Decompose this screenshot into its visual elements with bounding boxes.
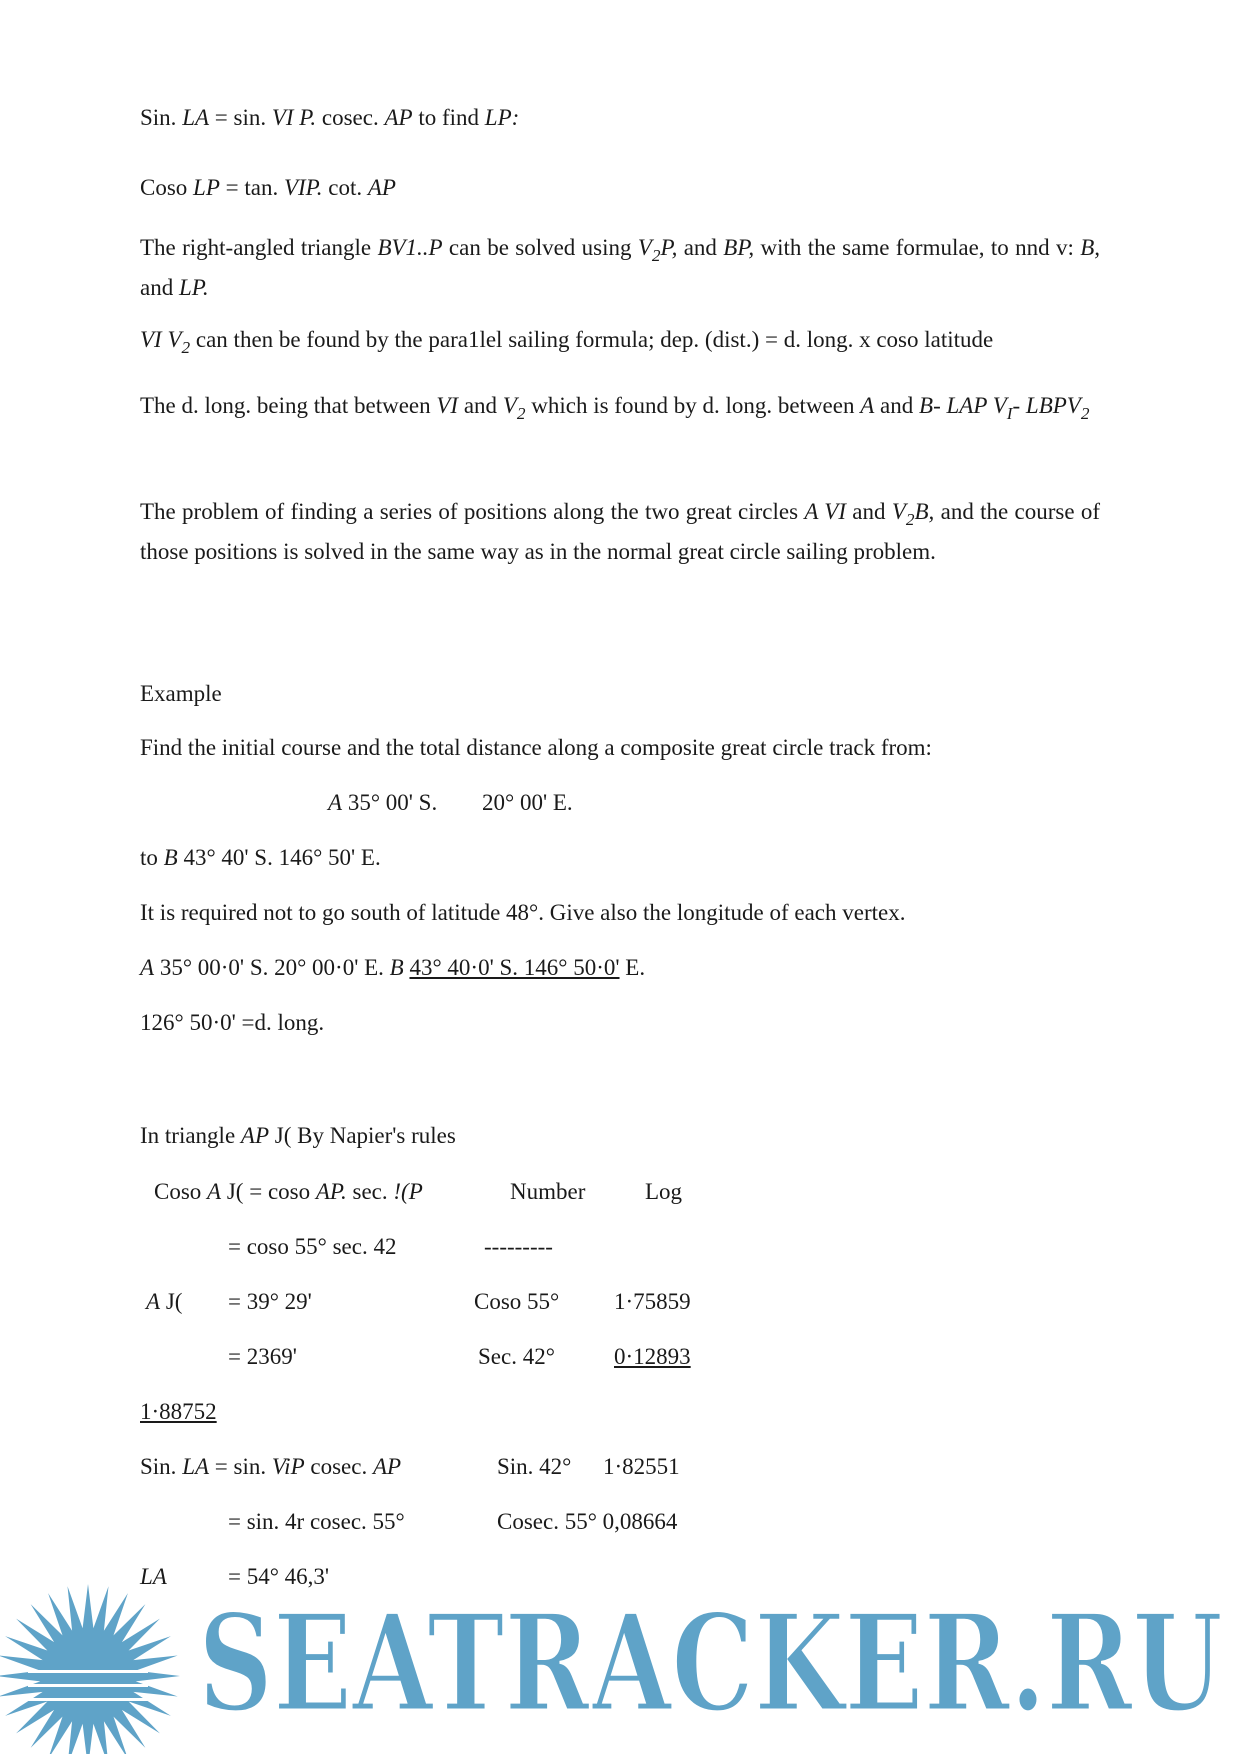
paragraph-parallel-sailing: VI $V_2$ can then be found by the para1lel sailing formula; dep. (dist.) = d. long. x coso latitude (140, 327, 994, 358)
point-b: to B 43° 40' S. 146° 50' E. (140, 845, 381, 870)
triangle-heading: In triangle AP J( By Napier's rules (140, 1123, 456, 1148)
coordinates-line: A 35° 00·0' S. 20° 00·0' E. B 43° 40·0' S. 146° 50·0' E. (140, 955, 646, 980)
calc-row-3-log: 1·75859 (614, 1289, 691, 1314)
calc-row-6: = sin. 4r cosec. 55° (228, 1509, 405, 1534)
calc-row-6-number: Cosec. 55° 0,08664 (497, 1509, 678, 1534)
formula-sin-la: Sin. LA = sin. VI P. cosec. AP to find LP: (140, 105, 520, 130)
formula-coso-lp: Coso LP = tan. VIP. cot. AP (140, 175, 396, 200)
point-a-lat: A 35° 00' S. (328, 790, 438, 815)
sun-logo-icon (0, 1584, 180, 1754)
calc-row-5-number: Sin. 42° (497, 1454, 572, 1479)
calc-row-5-formula: Sin. LA = sin. ViP cosec. AP (140, 1454, 402, 1479)
point-a-long: 20° 00' E. (482, 790, 573, 815)
latitude-requirement: It is required not to go south of latitude 48°. Give also the longitude of each vertex. (140, 900, 906, 925)
column-header-log: Log (645, 1179, 683, 1204)
calc-row-3-number: Coso 55° (474, 1289, 560, 1314)
calc-row-2-dashes: --------- (484, 1234, 553, 1259)
paragraph-right-angled-triangle: The right-angled triangle BV1..P can be solved using $V_2P$, and BP, with the same formulae, to nnd v: B, and LP. (140, 235, 1100, 300)
example-question: Find the initial course and the total distance along a composite great circle track from: (140, 735, 932, 760)
d-long-result: 126° 50·0' =d. long. (140, 1010, 325, 1035)
calc-row-2: = coso 55° sec. 42 (228, 1234, 397, 1259)
calc-row-4-number: Sec. 42° (478, 1344, 555, 1369)
calc-row-5-log: 1·82551 (603, 1454, 680, 1479)
column-header-number: Number (510, 1179, 586, 1204)
calc-row-7-value: = 54° 46,3' (228, 1564, 330, 1589)
calc-row-4-log: 0·12893 (614, 1344, 691, 1369)
calc-row-7-label: LA (140, 1564, 167, 1589)
calc-row-3-value: = 39° 29' (228, 1289, 312, 1314)
watermark-text: SEATRACKER.RU (198, 1584, 1223, 1742)
seatracker-watermark (0, 1568, 1239, 1754)
example-heading: Example (140, 681, 222, 706)
calc-row-1-formula: Coso A J( = coso AP. sec. !(P (154, 1179, 423, 1204)
calc-row-4-value: = 2369' (228, 1344, 297, 1369)
log-sum: 1·88752 (140, 1399, 217, 1424)
calc-row-3-label: A J( (146, 1289, 183, 1314)
paragraph-d-long: The d. long. being that between VI and $V_2$ which is found by d. long. between A and B- LAP $V_I-$ $LBPV_2$ (140, 393, 1090, 424)
paragraph-great-circles: The problem of finding a series of positions along the two great circles A VI and $V_2B$, and the course of those positions is solved in the same way as in the normal great circle sailing problem. (140, 499, 1100, 564)
